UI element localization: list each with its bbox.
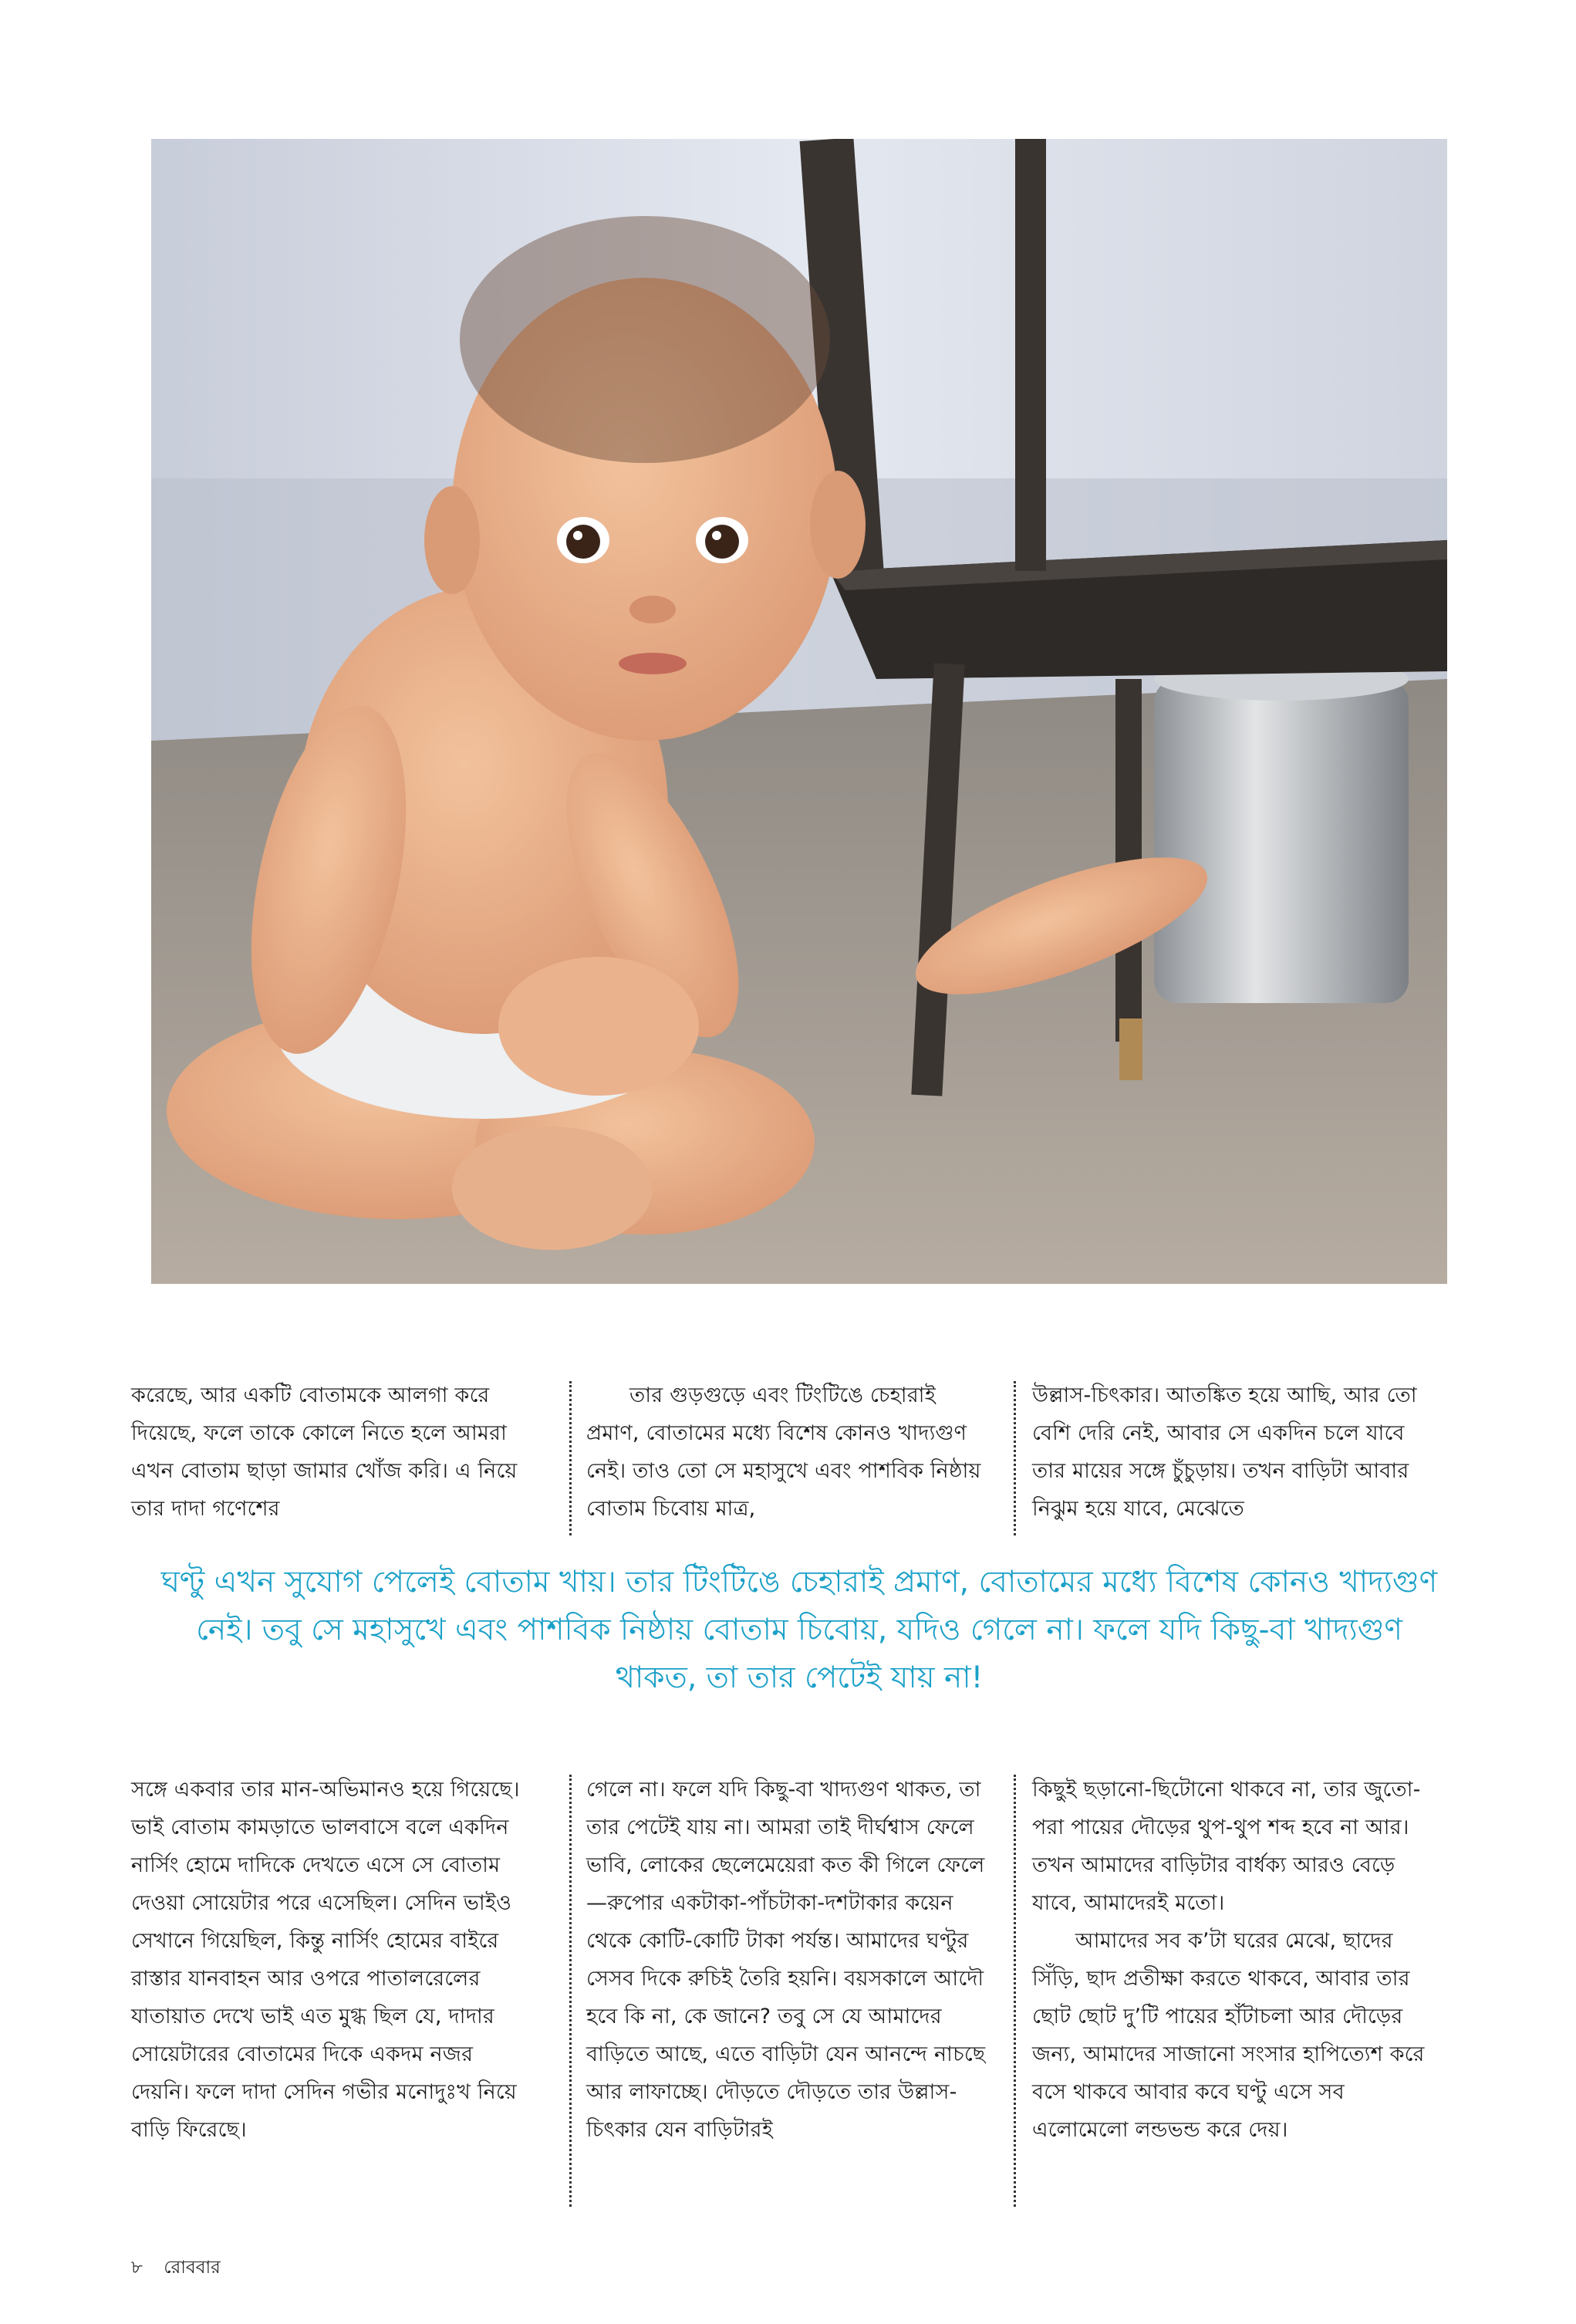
page-footer [131,2253,236,2283]
column-divider [1014,1381,1016,1535]
paragraph: তার গুড়গুড়ে এবং টিংটিঙে চেহারাই প্রমাণ, বোতামের মধ্যে বিশেষ কোনও খাদ্যগুণ নেই। তাও তো সে মহাসুখে এবং পাশবিক নিষ্ঠায় বোতাম চিবোয় মাত্র, [586,1383,981,1521]
column-divider [569,1775,572,2207]
paragraph: সঙ্গে একবার তার মান-অভিমানও হয়ে গিয়েছে। ভাই বোতাম কামড়াতে ভালবাসে বলে একদিন নার্সিং হোমে দাদিকে দেখতে এসে সে বোতাম দেওয়া সোয়েটার পরে এসেছিল। সেদিন ভাইও সেখানে গিয়েছিল, কিন্তু নার্সিং হোমের বাইরে রাস্তার যানবাহন আর ওপরে পাতালরেলের যাতায়াত দেখে ভাই এত মুগ্ধ ছিল যে, দাদার সোয়েটারের বোতামের দিকে একদম নজর দেয়নি। ফলে দাদা সেদিন গভীর মনোদুঃখ নিয়ে বাড়ি ফিরেছে। [131,1778,520,2142]
baby-photo [151,139,1447,1284]
magazine-name: রোববার [164,2258,221,2278]
paragraph: উল্লাস-চিৎকার। আতঙ্কিত হয়ে আছি, আর তো বেশি দেরি নেই, আবার সে একদিন চলে যাবে তার মায়ের সঙ্গে চুঁচুড়ায়। তখন বাড়িটা আবার নিঝুম হয়ে যাবে, মেঝেতে [1032,1383,1417,1521]
column-divider [1014,1775,1016,2207]
paragraph: আমাদের সব ক’টা ঘরের মেঝে, ছাদের সিঁড়ি, ছাদ প্রতীক্ষা করতে থাকবে, আবার তার ছোট ছোট দু’টি পায়ের হাঁটাচলা আর দৌড়ের জন্য, আমাদের সাজানো সংসার হাপিত্যেশ করে বসে থাকবে আবার কবে ঘণ্টু এসে সব এলোমেলো লন্ডভন্ড করে দেয়। [1032,1929,1425,2142]
top-column-1 [131,1376,532,1528]
pull-quote: ঘণ্টু এখন সুযোগ পেলেই বোতাম খায়। তার টিংটিঙে চেহারাই প্রমাণ, বোতামের মধ্যে বিশেষ কোনও খাদ্যগুণ নেই। তবু সে মহাসুখে এবং পাশবিক নিষ্ঠায় বোতাম চিবোয়, যদিও গেলে না। ফলে যদি কিছু-বা খাদ্যগুণ থাকত, তা তার পেটেই যায় না! [160,1565,1438,1695]
bottom-column-3 [1032,1771,1433,2149]
bottom-column-2 [586,1771,987,2149]
bottom-column-1 [131,1771,532,2149]
top-column-2 [586,1376,987,1528]
page-number: ৮ [131,2258,143,2278]
paragraph: কিছুই ছড়ানো-ছিটোনো থাকবে না, তার জুতো-পরা পায়ের দৌড়ের থুপ-থুপ শব্দ হবে না আর। তখন আমাদের বাড়িটার বার্ধক্য আরও বেড়ে যাবে, আমাদেরই মতো। [1032,1778,1421,1915]
top-column-3 [1032,1376,1433,1528]
column-divider [569,1381,572,1535]
baby-photo-icon [151,139,1447,1284]
paragraph: করেছে, আর একটি বোতামকে আলগা করে দিয়েছে, ফলে তাকে কোলে নিতে হলে আমরা এখন বোতাম ছাড়া জামার খোঁজ করি। এ নিয়ে তার দাদা গণেশের [131,1383,518,1521]
paragraph: গেলে না। ফলে যদি কিছু-বা খাদ্যগুণ থাকত, তা তার পেটেই যায় না। আমরা তাই দীর্ঘশ্বাস ফেলে ভাবি, লোকের ছেলেমেয়েরা কত কী গিলে ফেলে—রুপোর একটাকা-পাঁচটাকা-দশটাকার কয়েন থেকে কোটি-কোটি টাকা পর্যন্ত। আমাদের ঘণ্টুর সেসব দিকে রুচিই তৈরি হয়নি। বয়সকালে আদৌ হবে কি না, কে জানে? তবু সে যে আমাদের বাড়িতে আছে, এতে বাড়িটা যেন আনন্দে নাচছে আর লাফাচ্ছে। দৌড়তে দৌড়তে তার উল্লাস-চিৎকার যেন বাড়িটারই [586,1778,986,2142]
